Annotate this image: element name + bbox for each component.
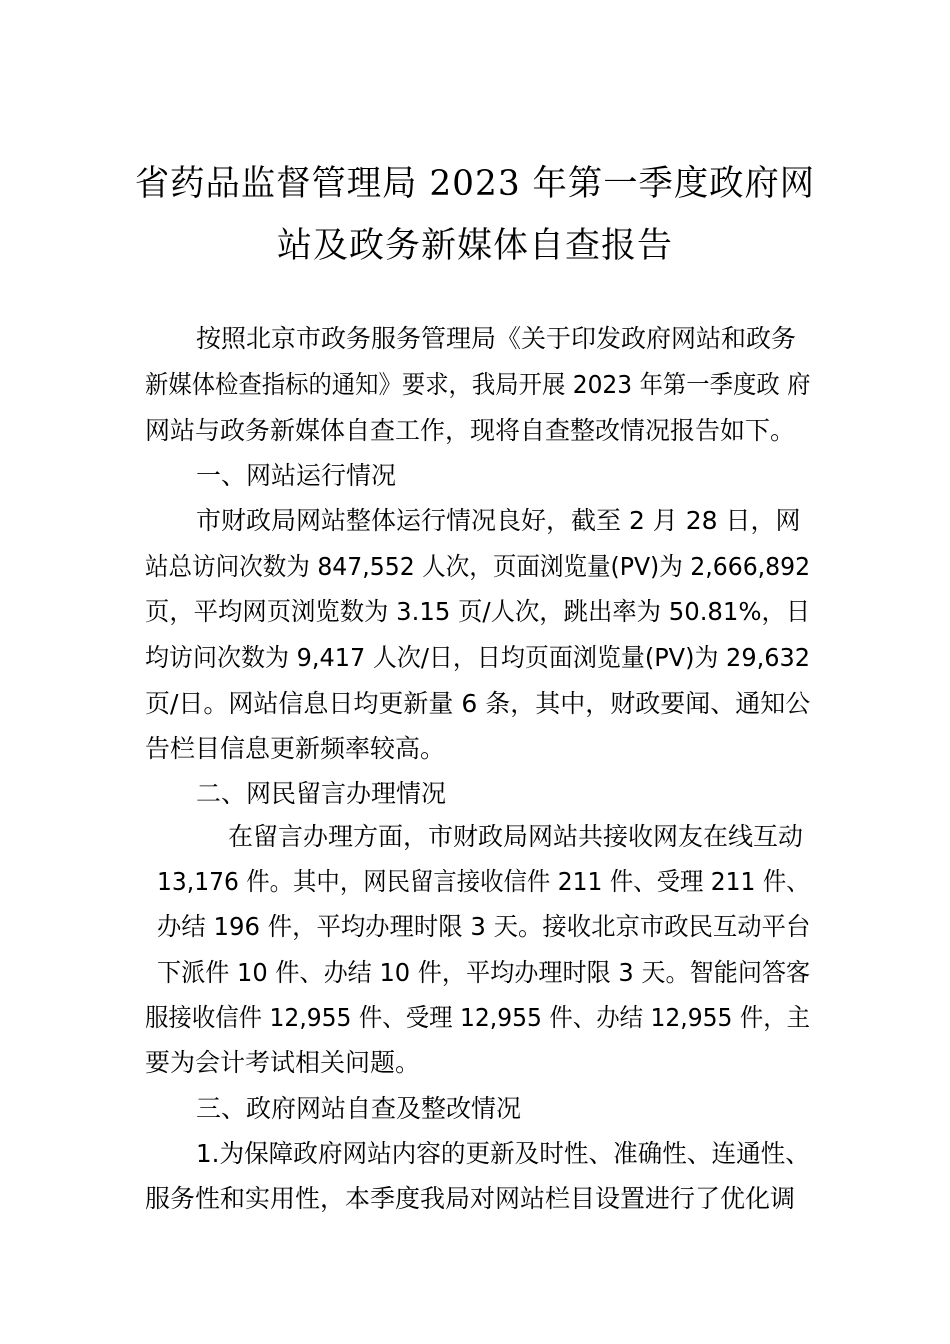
intro-paragraph-line: 新媒体检查指标的通知》要求，我局开展 2023 年第一季度政 府 [145, 370, 811, 399]
section2-paragraph-line: 下派件 10 件、办结 10 件，平均办理时限 3 天。智能问答客 [157, 958, 811, 987]
section3-paragraph-line: 1.为保障政府网站内容的更新及时性、准确性、连通性、 [196, 1139, 810, 1168]
intro-paragraph-line: 网站与政务新媒体自查工作，现将自查整改情况报告如下。 [145, 416, 796, 445]
section3-paragraph-line: 服务性和实用性，本季度我局对网站栏目设置进行了优化调 [145, 1184, 796, 1213]
section-heading-netizen-messages: 二、网民留言办理情况 [196, 779, 447, 808]
section-heading-website-operation: 一、网站运行情况 [196, 461, 397, 490]
section2-paragraph-line: 13,176 件。其中，网民留言接收信件 211 件、受理 211 件、 [157, 867, 810, 896]
section2-paragraph-line: 服接收信件 12,955 件、受理 12,955 件、办结 12,955 件，主 [145, 1003, 811, 1032]
section1-paragraph-line: 页/日。网站信息日均更新量 6 条，其中，财政要闻、通知公 [145, 689, 811, 718]
section2-paragraph-line: 在留言办理方面，市财政局网站共接收网友在线互动 [228, 822, 804, 851]
section1-paragraph-line: 告栏目信息更新频率较高。 [145, 734, 446, 763]
section2-paragraph-line: 办结 196 件，平均办理时限 3 天。接收北京市政民互动平台 [157, 912, 811, 941]
intro-paragraph-line: 按照北京市政务服务管理局《关于印发政府网站和政务 [196, 324, 797, 353]
section1-paragraph-line: 页，平均网页浏览数为 3.15 页/人次，跳出率为 50.81%，日 [145, 597, 811, 626]
section1-paragraph-line: 站总访问次数为 847,552 人次，页面浏览量(PV)为 2,666,892 [145, 552, 811, 581]
report-title-line-1: 省药品监督管理局 2023 年第一季度政府网 [134, 164, 816, 204]
section1-paragraph-line: 均访问次数为 9,417 人次/日，日均页面浏览量(PV)为 29,632 [145, 643, 811, 672]
report-title-line-2: 站及政务新媒体自查报告 [276, 226, 673, 266]
section1-paragraph-line: 市财政局网站整体运行情况良好，截至 2 月 28 日，网 [196, 506, 801, 535]
section2-paragraph-line: 要为会计考试相关问题。 [145, 1048, 421, 1077]
section-heading-self-inspection: 三、政府网站自查及整改情况 [196, 1094, 522, 1123]
